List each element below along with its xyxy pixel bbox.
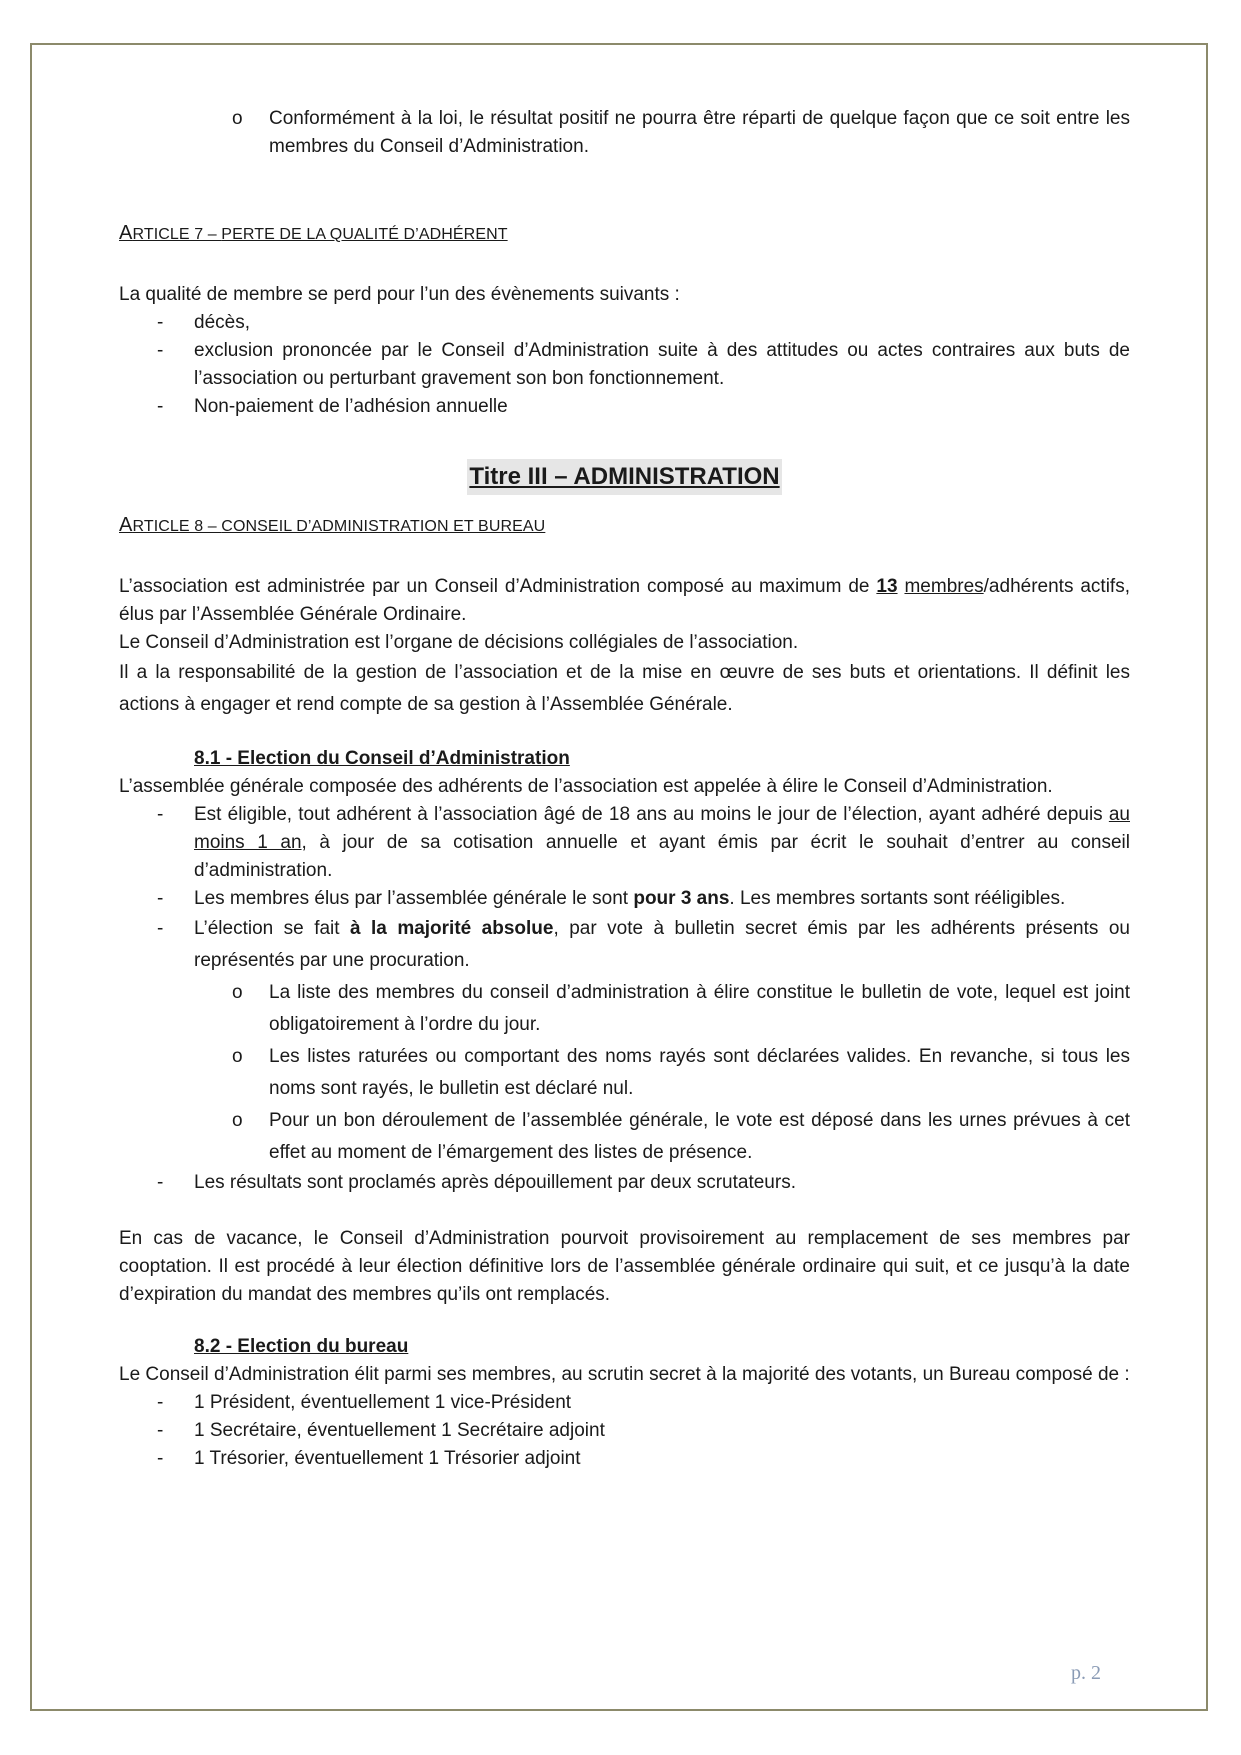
- section-8-1-intro: L’assemblée générale composée des adhérents de l’association est appelée à élire le Conseil d’Administration.: [119, 776, 1053, 797]
- vacance-paragraph: En cas de vacance, le Conseil d’Administration pourvoit provisoirement au remplacement de ses membres par cooptation. Il est procédé à leur élection définitive lors de l’assemblée générale ordinaire qui suit, et ce jusqu’à la date d’expiration du mandat des membres qu’ils ont remplacés.: [119, 1228, 1130, 1305]
- list-item: - décès,: [157, 312, 250, 333]
- list-item: - 1 Président, éventuellement 1 vice-Président: [157, 1392, 572, 1413]
- section-8-2-heading: 8.2 - Election du bureau: [194, 1336, 409, 1357]
- sub-bullet-item: o Pour un bon déroulement de l’assemblée générale, le vote est déposé dans les urnes prévues à cet effet au moment de l’émargement des listes de présence.: [119, 1105, 1130, 1169]
- section-8-1-heading: 8.1 - Election du Conseil d’Administration: [194, 748, 570, 769]
- list-item: - L’élection se fait à la majorité absolue, par vote à bulletin secret émis par les adhérents présents ou représentés par une procuration.: [157, 918, 1130, 971]
- document-body: [119, 105, 1130, 1473]
- section-title: Titre III – ADMINISTRATION: [467, 459, 781, 495]
- list-item: - exclusion prononcée par le Conseil d’Administration suite à des attitudes ou actes contraires aux buts de l’association ou perturbant gravement son bon fonctionnement.: [157, 340, 1130, 389]
- sub-bullet-item: o La liste des membres du conseil d’administration à élire constitue le bulletin de vote, lequel est joint obligatoirement à l’ordre du jour.: [119, 977, 1130, 1041]
- circle-bullet: o: [232, 1046, 243, 1067]
- titre-iii-wrap: [119, 459, 1130, 495]
- page-number: p. 2: [1071, 1662, 1101, 1684]
- section-8-2-intro: Le Conseil d’Administration élit parmi ses membres, au scrutin secret à la majorité des votants, un Bureau composé de :: [119, 1364, 1130, 1385]
- article-8-heading: ARTICLE 8 – CONSEIL D’ADMINISTRATION ET BUREAU: [119, 514, 546, 536]
- article-7-intro: La qualité de membre se perd pour l’un des évènements suivants :: [119, 284, 680, 305]
- list-item: - 1 Trésorier, éventuellement 1 Trésorier adjoint: [157, 1448, 581, 1469]
- circle-bullet: o: [232, 982, 243, 1003]
- circle-bullet: o: [232, 1110, 243, 1131]
- sub-bullet-item: o Conformément à la loi, le résultat positif ne pourra être réparti de quelque façon que ce soit entre les membres du Conseil d’Administration.: [119, 105, 1130, 161]
- list-item: - 1 Secrétaire, éventuellement 1 Secrétaire adjoint: [157, 1420, 605, 1441]
- list-item: - Est éligible, tout adhérent à l’association âgé de 18 ans au moins le jour de l’élection, ayant adhéré depuis au moins 1 an, à jour de sa cotisation annuelle et ayant émis par écrit le souhait d’entrer au conseil d’administration.: [157, 804, 1130, 881]
- list-item: - Les membres élus par l’assemblée générale le sont pour 3 ans. Les membres sortants sont rééligibles.: [157, 888, 1066, 909]
- article-8-para2: Le Conseil d’Administration est l’organe de décisions collégiales de l’association.: [119, 632, 799, 653]
- list-item: - Non-paiement de l’adhésion annuelle: [157, 396, 508, 417]
- article-8-para1: L’association est administrée par un Conseil d’Administration composé au maximum de 13 membres/adhérents actifs, élus par l’Assemblée Générale Ordinaire.: [119, 576, 1130, 625]
- article-7-heading: ARTICLE 7 – PERTE DE LA QUALITÉ D’ADHÉRENT: [119, 222, 508, 244]
- list-item: - Les résultats sont proclamés après dépouillement par deux scrutateurs.: [157, 1172, 796, 1193]
- article-8-para3: Il a la responsabilité de la gestion de l’association et de la mise en œuvre de ses buts et orientations. Il définit les actions à engager et rend compte de sa gestion à l’Assemblée Générale.: [119, 662, 1130, 715]
- sub-bullet-item: o Les listes raturées ou comportant des noms rayés sont déclarées valides. En revanche, si tous les noms sont rayés, le bulletin est déclaré nul.: [119, 1041, 1130, 1105]
- circle-bullet: o: [232, 108, 243, 129]
